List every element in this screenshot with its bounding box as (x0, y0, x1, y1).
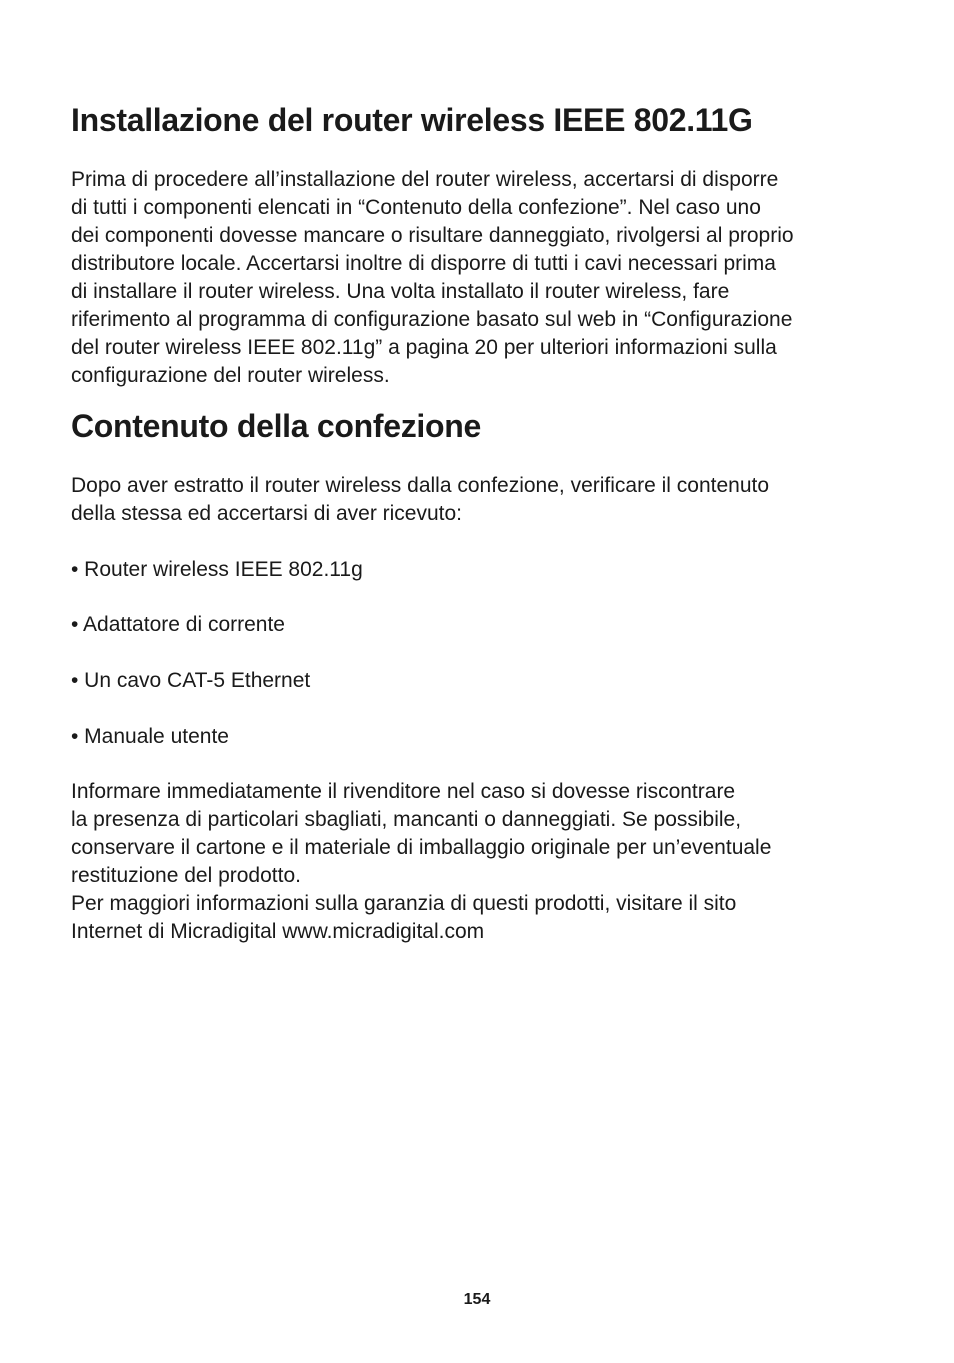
paragraph-line: del router wireless IEEE 802.11g” a pagina 20 per ulteriori informazioni sulla (71, 336, 777, 359)
paragraph-line: distributore locale. Accertarsi inoltre di disporre di tutti i cavi necessari prima (71, 252, 776, 275)
paragraph-line: Dopo aver estratto il router wireless dalla confezione, verificare il contenuto (71, 474, 770, 497)
paragraph-line: dei componenti dovesse mancare o risultare danneggiato, rivolgersi al proprio (71, 224, 794, 247)
contents-heading: Contenuto della confezione (71, 408, 481, 444)
list-item-power-adapter: • Adattatore di corrente (71, 613, 285, 636)
paragraph-line: Prima di procedere all’installazione del router wireless, accertarsi di disporre (71, 168, 779, 191)
paragraph-line: della stessa ed accertarsi di aver ricevuto: (71, 502, 463, 525)
install-heading: Installazione del router wireless IEEE 802.11G (71, 102, 753, 138)
paragraph-line: riferimento al programma di configurazione basato sul web in “Configurazione (71, 308, 793, 331)
paragraph-line: di installare il router wireless. Una volta installato il router wireless, fare (71, 280, 730, 303)
paragraph-line: configurazione del router wireless. (71, 364, 390, 387)
page-number: 154 (463, 1291, 491, 1308)
paragraph-line: Informare immediatamente il rivenditore nel caso si dovesse riscontrare (71, 780, 736, 803)
paragraph-line: la presenza di particolari sbagliati, mancanti o danneggiati. Se possibile, (71, 808, 742, 831)
paragraph-line: Internet di Micradigital www.micradigital.com (71, 920, 485, 943)
paragraph-line: conservare il cartone e il materiale di imballaggio originale per un’eventuale (71, 836, 772, 859)
contents-intro (71, 472, 769, 528)
paragraph-line: restituzione del prodotto. (71, 864, 301, 887)
paragraph-line: Per maggiori informazioni sulla garanzia di questi prodotti, visitare il sito (71, 892, 737, 915)
list-item-ethernet-cable: • Un cavo CAT-5 Ethernet (71, 669, 311, 692)
paragraph-line: di tutti i componenti elencati in “Contenuto della confezione”. Nel caso uno (71, 196, 761, 219)
closing-paragraph (71, 778, 771, 946)
list-item-user-manual: • Manuale utente (71, 725, 229, 748)
install-paragraph (71, 166, 794, 390)
list-item-router: • Router wireless IEEE 802.11g (71, 558, 363, 581)
